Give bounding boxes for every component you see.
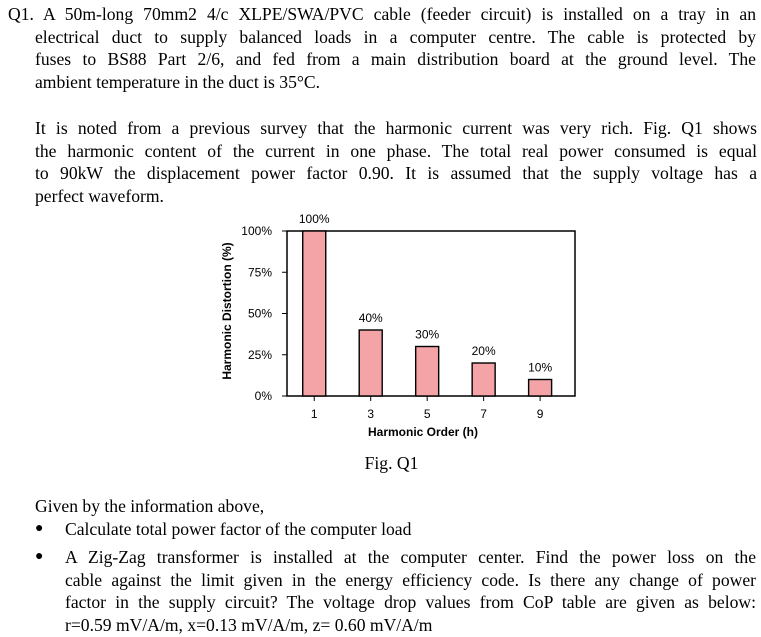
y-tick-label: 100%	[241, 224, 272, 238]
x-tick-label: 7	[480, 407, 487, 421]
figure-caption: Fig. Q1	[364, 453, 419, 473]
question-line: electrical duct to supply balanced loads in a computer centre. The cable is protected by	[35, 26, 756, 47]
y-tick-label: 25%	[247, 347, 272, 362]
data-label-h1: 100%	[298, 212, 330, 226]
bullet-line: A Zig-Zag transformer is installed at the computer center. Find the power loss on the	[65, 547, 756, 567]
y-tick-label: 0%	[254, 389, 272, 403]
question-line: Q1. A 50m-long 70mm2 4/c XLPE/SWA/PVC cable (feeder circuit) is installed on a tray in an	[8, 4, 756, 24]
y-tick-label: 50%	[247, 306, 272, 321]
bar-h1	[303, 231, 326, 396]
bar-h5	[416, 347, 439, 397]
x-tick-label: 1	[310, 407, 318, 421]
bullet-icon: ●	[35, 549, 44, 564]
x-axis-label: Harmonic Order (h)	[367, 425, 479, 439]
survey-line: It is noted from a previous survey that the harmonic current was very rich. Fig. Q1 shows	[35, 118, 757, 138]
bar-h7	[472, 363, 495, 396]
bullet-line: cable against the limit given in the energy efficiency code. Is there any change of power	[65, 569, 756, 590]
given-text: Given by the information above,	[35, 496, 265, 516]
data-label-h7: 20%	[471, 344, 496, 358]
survey-line: to 90kW the displacement power factor 0.90. It is assumed that the supply voltage has a	[35, 163, 757, 183]
data-label-h3: 40%	[358, 311, 383, 325]
bullet-icon: ●	[35, 521, 44, 536]
bar-h3	[359, 330, 382, 396]
survey-line: the harmonic content of the current in one phase. The total real power consumed is equal	[35, 140, 757, 161]
bullet-line: r=0.59 mV/A/m, x=0.13 mV/A/m, z= 0.60 mV/A/m	[65, 614, 433, 635]
data-label-h9: 10%	[528, 360, 553, 375]
x-tick-label: 5	[423, 407, 431, 421]
x-tick-label: 3	[367, 407, 375, 421]
question-line: fuses to BS88 Part 2/6, and fed from a main distribution board at the ground level. The	[35, 49, 756, 69]
survey-line: perfect waveform.	[35, 185, 164, 206]
question-line: ambient temperature in the duct is 35°C.	[35, 71, 321, 92]
bullet-line: factor in the supply circuit? The voltage drop values from CoP table are given as below:	[65, 592, 756, 612]
data-label-h5: 30%	[415, 327, 440, 342]
y-tick-label: 75%	[247, 265, 272, 280]
bar-h9	[529, 380, 552, 397]
x-tick-label: 9	[536, 407, 544, 421]
y-axis-label: Harmonic Distortion (%)	[220, 242, 234, 380]
bullet-line: Calculate total power factor of the computer load	[65, 519, 412, 539]
